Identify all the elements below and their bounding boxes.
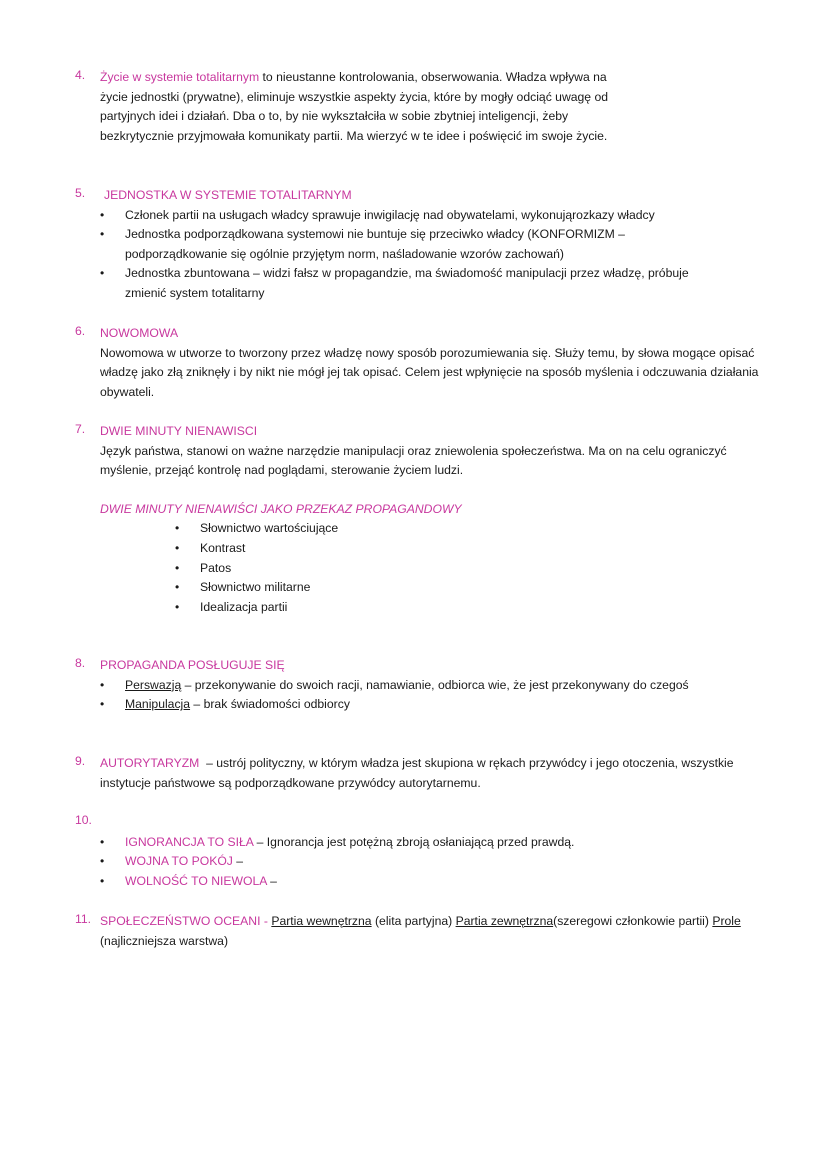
section-body xyxy=(100,912,775,951)
definition: – xyxy=(266,873,277,888)
term: WOJNA TO POKÓJ xyxy=(125,854,233,869)
bullet-icon: • xyxy=(175,560,180,575)
bullet-list xyxy=(100,676,775,715)
definition: (najliczniejsza warstwa) xyxy=(100,914,745,948)
list-item-text: Kontrast xyxy=(200,540,246,555)
list-item xyxy=(175,598,775,618)
section-number: 8. xyxy=(75,656,86,670)
list-item-text: Idealizacja partii xyxy=(200,599,288,614)
list-item xyxy=(100,833,775,853)
section-number: 7. xyxy=(75,422,86,436)
spacer xyxy=(100,813,775,833)
section-title-text: NOWOMOWA xyxy=(100,326,179,340)
section-body xyxy=(100,754,775,793)
section-text: to nieustanne kontrolowania, obserwowania. Władza wpływa na życie jednostki (prywatne), eliminuje wszystkie aspekty życia, które by mogły odciąć uwagę od partyjnych idei i działań. Dba o to, by nie wykształciła w sobie zbytniej inteligencji, żeby bezkrytycznie przyjmowała komunikaty partii. Ma wierzyć w te idee i poświęcić im swoje życie. xyxy=(100,70,609,143)
term: WOLNOŚĆ TO NIEWOLA xyxy=(125,873,267,888)
list-item xyxy=(100,872,775,892)
list-item xyxy=(175,519,775,539)
definition: – Ignorancja jest potężną zbroją osłaniającą przed prawdą. xyxy=(253,834,575,849)
bullet-icon: • xyxy=(100,834,105,849)
list-item xyxy=(100,264,745,303)
bullet-icon: • xyxy=(100,697,105,712)
list-item-text: Patos xyxy=(200,560,232,575)
section-text: Nowomowa w utworze to tworzony przez władzę nowy sposób porozumiewania się. Służy temu, by słowa mogące opisać władzę jako złą zniknęły i by nikt nie mógł jej tak opisać. Celem jest wpłynięcie na sposób myślenia i odczuwania działania obywateli. xyxy=(100,345,759,399)
section-8 xyxy=(75,656,775,715)
bullet-icon: • xyxy=(175,580,180,595)
definition: – xyxy=(232,854,244,869)
bullet-list xyxy=(100,206,745,304)
bullet-icon: • xyxy=(100,266,105,281)
section-6 xyxy=(75,324,775,402)
section-title: SPOŁECZEŃSTWO OCEANI - xyxy=(100,914,272,928)
section-number: 4. xyxy=(75,68,86,82)
list-item-text: Członek partii na usługach władcy sprawuje inwigilację nad obywatelami, wykonująrozkazy władcy xyxy=(125,207,655,222)
section-5 xyxy=(75,186,775,304)
section-9 xyxy=(75,754,775,793)
section-title xyxy=(100,324,775,344)
definition: – brak świadomości odbiorcy xyxy=(190,697,350,712)
section-number: 9. xyxy=(75,754,86,768)
definition: – przekonywanie do swoich racji, namawianie, odbiorca wie, że jest przekonywany do czegoś xyxy=(181,677,689,692)
bullet-list xyxy=(175,519,775,617)
term: Prole xyxy=(712,914,741,928)
section-body xyxy=(100,68,615,146)
list-item xyxy=(175,539,775,559)
section-subtitle: DWIE MINUTY NIENAWIŚCI JAKO PRZEKAZ PROPAGANDOWY xyxy=(100,501,462,516)
term: Partia wewnętrzna xyxy=(271,914,372,928)
bullet-list xyxy=(100,833,775,892)
section-title xyxy=(100,422,775,442)
definition: (szeregowi członkowie partii) xyxy=(553,914,713,928)
bullet-icon: • xyxy=(100,854,105,869)
section-title-text: PROPAGANDA POSŁUGUJE SIĘ xyxy=(100,658,285,672)
term: Partia zewnętrzna xyxy=(455,914,554,928)
section-number: 6. xyxy=(75,324,86,338)
bullet-icon: • xyxy=(175,521,180,536)
list-item-text: Słownictwo wartościujące xyxy=(200,521,339,536)
bullet-icon: • xyxy=(100,677,105,692)
section-title-text: JEDNOSTKA W SYSTEMIE TOTALITARNYM xyxy=(104,188,352,202)
section-10 xyxy=(75,813,775,891)
list-item-text: Jednostka zbuntowana – widzi fałsz w propagandzie, ma świadomość manipulacji przez władzę, próbuje zmienić system totalitarny xyxy=(125,266,689,300)
section-title xyxy=(100,656,775,676)
bullet-icon: • xyxy=(100,873,105,888)
list-item xyxy=(100,206,745,226)
list-item xyxy=(100,852,775,872)
list-item xyxy=(100,676,775,696)
list-item xyxy=(175,578,775,598)
bullet-icon: • xyxy=(100,227,105,242)
section-title: AUTORYTARYZM xyxy=(100,756,200,770)
section-title xyxy=(104,186,775,206)
section-title: Życie w systemie totalitarnym xyxy=(100,70,260,84)
section-4 xyxy=(75,68,615,146)
definition: (elita partyjna) xyxy=(371,914,456,928)
list-item-text: Jednostka podporządkowana systemowi nie buntuje się przeciwko władcy (KONFORMIZM – podporządkowanie się ogólnie przyjętym norm, naśladowanie wzorów zachowań) xyxy=(125,227,625,261)
list-item xyxy=(175,559,775,579)
section-number: 10. xyxy=(75,813,92,827)
section-number: 11. xyxy=(75,912,92,926)
term: Manipulacja xyxy=(125,697,191,712)
list-item xyxy=(100,225,745,264)
bullet-icon: • xyxy=(175,599,180,614)
section-title-text: DWIE MINUTY NIENAWISCI xyxy=(100,424,258,438)
section-7 xyxy=(75,422,775,617)
list-item-text: Słownictwo militarne xyxy=(200,580,311,595)
section-11 xyxy=(75,912,775,951)
section-number: 5. xyxy=(75,186,86,200)
bullet-icon: • xyxy=(100,207,105,222)
bullet-icon: • xyxy=(175,540,180,555)
list-item xyxy=(100,695,775,715)
term: IGNORANCJA TO SIŁA xyxy=(125,834,254,849)
term: Perswazją xyxy=(125,677,182,692)
section-text: – ustrój polityczny, w którym władza jest skupiona w rękach przywódcy i jego otoczenia, wszystkie instytucje państwowe są podporządkowane przywódcy autorytarnemu. xyxy=(100,756,737,790)
section-text: Język państwa, stanowi on ważne narzędzie manipulacji oraz zniewolenia społeczeństwa. Ma on na celu ograniczyć myślenie, przejąć kontrolę nad poglądami, sterowanie życiem ludzi. xyxy=(100,443,727,478)
